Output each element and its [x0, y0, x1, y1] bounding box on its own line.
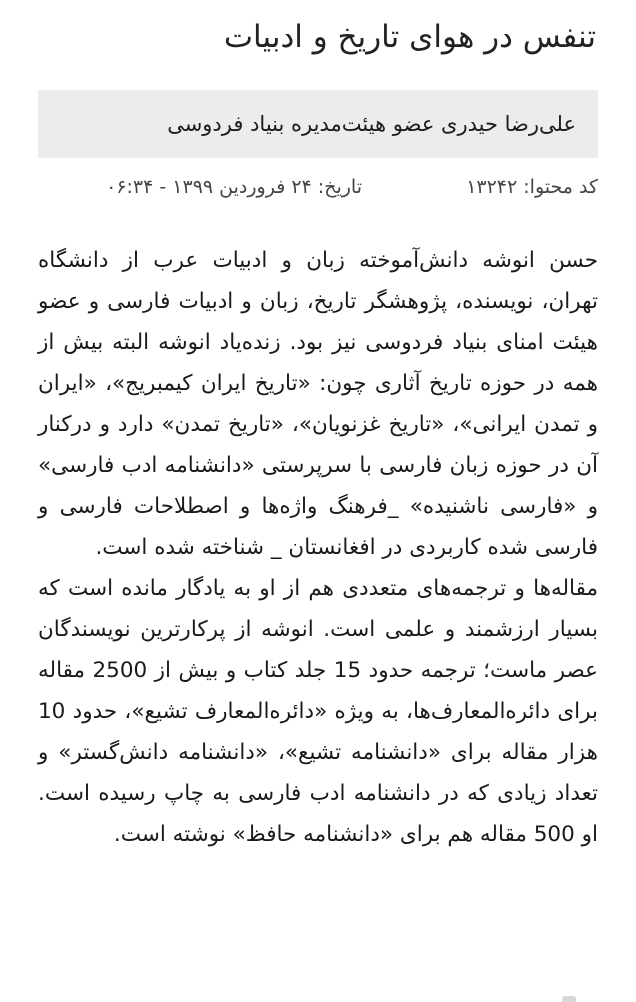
- publish-date: تاریخ: ۲۴ فروردین ۱۳۹۹ - ۰۶:۳۴: [106, 176, 362, 198]
- article-meta: [38, 170, 598, 204]
- lead-box: [38, 90, 598, 158]
- content-code: کد محتوا: ۱۳۲۴۲: [466, 176, 598, 198]
- lead-text: علی‌رضا حیدری عضو هیئت‌مدیره بنیاد فردوسی: [167, 112, 576, 136]
- article-title: تنفس در هوای تاریخ و ادبیات: [223, 19, 596, 55]
- body-paragraph: حسن انوشه دانش‌آموخته زبان و ادبیات عرب از دانشگاه تهران، نویسنده، پژوهشگر تاریخ، زبان و ادبیات فارسی و عضو هیئت امنای بنیاد فردوسی نیز بود. زنده‌یاد انوشه البته بیش از همه در حوزه تاریخ آثاری چون: «تاریخ ایران کیمبریج»، «ایران و تمدن ایرانی»، «تاریخ غزنویان»، «تاریخ تمدن» دارد و درکنار آن در حوزه زبان فارسی با سرپرستی «دانشنامه ادب فارسی» و «فارسی ناشنیده» _فرهنگ واژه‌ها و اصطلاحات فارسی و فارسی شده کاربردی در افغانستان _ شناخته شده است.: [38, 248, 598, 560]
- article-body: [38, 240, 598, 855]
- body-paragraph: مقاله‌ها و ترجمه‌های متعددی هم از او به یادگار مانده است که بسیار ارزشمند و علمی است. انوشه از پرکارترین نویسندگان عصر ماست؛ ترجمه حدود 15 جلد کتاب و بیش از 2500 مقاله برای دائره‌المعارف‌ها، به ویژه «دائره‌المعارف تشیع»، حدود 10 هزار مقاله برای «دانشنامه تشیع»، «دانشنامه دانش‌گستر» و تعداد زیادی که در دانشنامه ادب فارسی به چاپ رسیده است. او 500 مقاله هم برای «دانشنامه حافظ» نوشته است.: [38, 576, 598, 847]
- scrollbar-thumb[interactable]: [562, 996, 576, 1002]
